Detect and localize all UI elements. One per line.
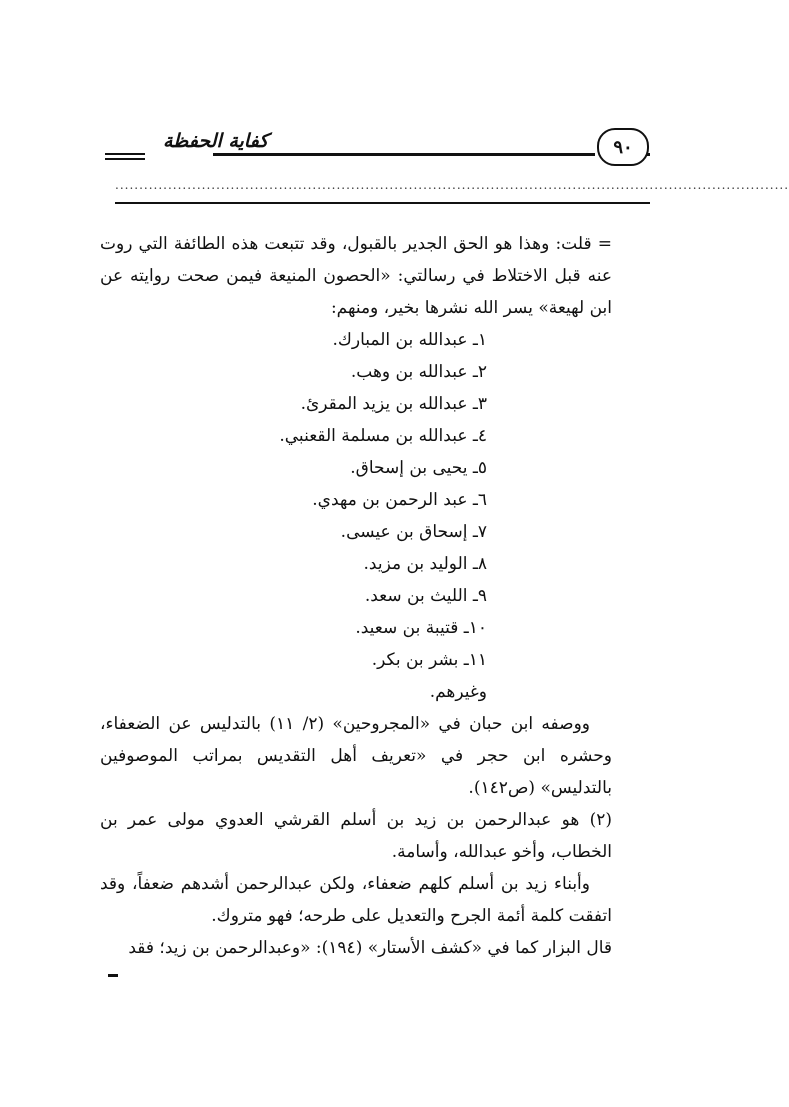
list-item: ٥ـ يحيى بن إسحاق. — [350, 458, 487, 478]
list-item: ١١ـ بشر بن بكر. — [371, 650, 487, 670]
page-body — [100, 228, 612, 964]
list-item: ٢ـ عبدالله بن وهب. — [350, 362, 487, 382]
header-rule-right — [213, 153, 595, 156]
intro-paragraph: = قلت: وهذا هو الحق الجدير بالقبول، وقد تتبعت هذه الطائفة التي روت عنه قبل الاختلاط في رسالتي: «الحصون المنيعة فيمن صحت روايته عن ابن لهيعة» يسر الله نشرها بخير، ومنهم: — [100, 234, 612, 318]
header-dotted-line: ............................................................................................................................................ — [115, 178, 789, 192]
page-header — [105, 120, 789, 210]
bazzar-paragraph: قال البزار كما في «كشف الأستار» (١٩٤): «وعبدالرحمن بن زيد؛ فقد — [128, 938, 612, 958]
header-bottom-rule — [115, 202, 650, 204]
list-item: ٦ـ عبد الرحمن بن مهدي. — [312, 490, 487, 510]
narrators-list — [100, 324, 612, 708]
continuation-dash — [108, 974, 118, 977]
list-item: ١٠ـ قتيبة بن سعيد. — [355, 618, 487, 638]
header-rule-left — [105, 153, 145, 155]
book-title: كفاية الحفظة — [163, 130, 269, 152]
header-rule-left-2 — [105, 158, 145, 160]
sons-paragraph: وأبناء زيد بن أسلم كلهم ضعفاء، ولكن عبدالرحمن أشدهم ضعفاً، وقد اتفقت كلمة أئمة الجرح والتعديل على طرحه؛ فهو متروك. — [100, 874, 612, 926]
page-number: ٩٠ — [597, 128, 649, 166]
list-item: ٨ـ الوليد بن مزيد. — [363, 554, 487, 574]
list-item: وغيرهم. — [429, 682, 487, 702]
list-item: ٧ـ إسحاق بن عيسى. — [340, 522, 487, 542]
list-item: ٤ـ عبدالله بن مسلمة القعنبي. — [279, 426, 487, 446]
tadlis-paragraph: ووصفه ابن حبان في «المجروحين» (٢/ ١١) بالتدليس عن الضعفاء، وحشره ابن حجر في «تعريف أهل التقديس بمراتب الموصوفين بالتدليس» (ص١٤٢). — [100, 714, 612, 798]
list-item: ١ـ عبدالله بن المبارك. — [332, 330, 487, 350]
footnote-2: (٢) هو عبدالرحمن بن زيد بن أسلم القرشي العدوي مولى عمر بن الخطاب، وأخو عبدالله، وأسامة. — [100, 810, 612, 862]
list-item: ٩ـ الليث بن سعد. — [364, 586, 487, 606]
list-item: ٣ـ عبدالله بن يزيد المقرئ. — [300, 394, 487, 414]
